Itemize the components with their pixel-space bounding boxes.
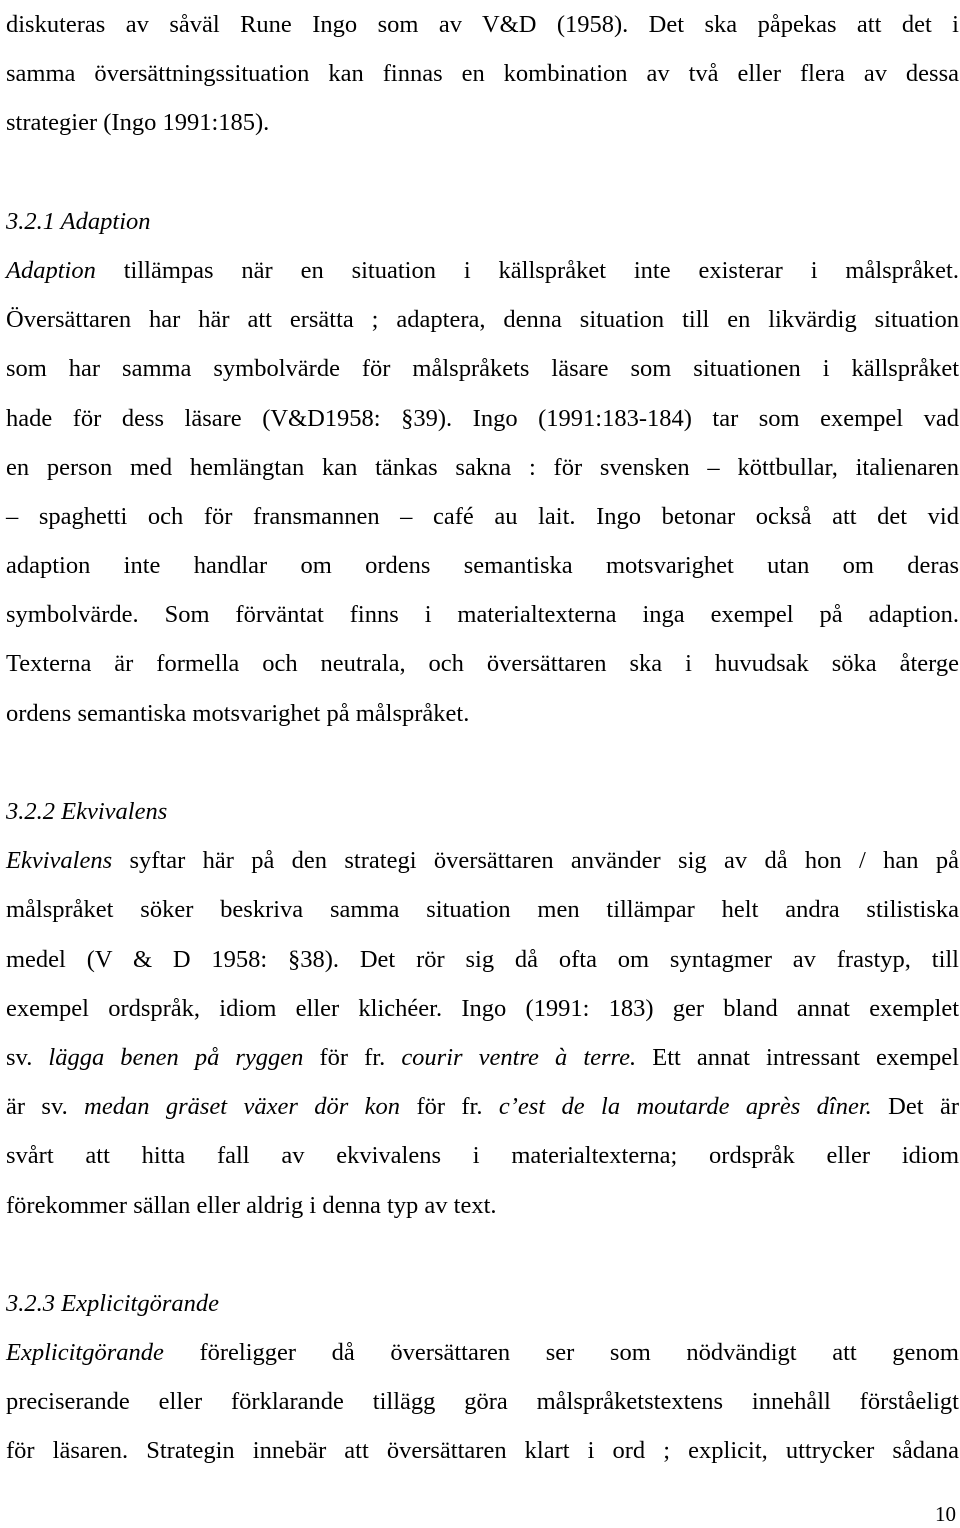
text-line: förekommer sällan eller aldrig i denna typ av text. <box>6 1191 497 1219</box>
text-line <box>6 1328 959 1377</box>
text-line <box>6 1033 959 1082</box>
text-run: sv. <box>6 1043 49 1071</box>
section-heading: 3.2.3 Explicitgörande <box>6 1289 219 1317</box>
text-line: samma översättningssituation kan finnas en kombination av två eller flera av dessa <box>6 60 959 88</box>
text-run: tillämpas när en situation i källspråket inte existerar i målspråket. <box>95 256 959 284</box>
text-line: en person med hemlängtan kan tänkas sakna : för svensken – köttbullar, italienaren <box>6 453 959 481</box>
text-run: syftar här på den strategi översättaren använder sig av då hon / han på <box>112 847 959 875</box>
section-heading: 3.2.2 Ekvivalens <box>6 798 168 825</box>
swedish-example: medan gräset växer dör kon <box>84 1093 401 1121</box>
text-line: som har samma symbolvärde för målspråkets läsare som situationen i källspråket <box>6 355 959 383</box>
paragraph-gap <box>6 738 959 787</box>
text-line: Översättaren har här att ersätta ; adaptera, denna situation till en likvärdig situation <box>6 306 959 334</box>
paragraph-gap <box>6 1230 959 1279</box>
text-line: Texterna är formella och neutrala, och översättaren ska i huvudsak söka återge <box>6 650 959 678</box>
text-line: preciserande eller förklarande tillägg göra målspråketstextens innehåll förståeligt <box>6 1388 959 1416</box>
section-adaption <box>6 197 959 738</box>
text-line <box>6 836 959 885</box>
term: Explicitgörande <box>6 1339 164 1367</box>
text-run: hade för dess läsare (V&D1958: <box>6 404 402 432</box>
section-ekvivalens <box>6 787 959 1230</box>
swedish-example: lägga benen på ryggen <box>48 1043 304 1071</box>
text-line: exempel ordspråk, idiom eller klichéer. Ingo (1991: 183) ger bland annat exemplet <box>6 994 959 1022</box>
text-run: för fr. <box>400 1093 499 1121</box>
text-run: är sv. <box>6 1093 85 1121</box>
section-sign: § <box>401 404 414 432</box>
text-run: medel (V & D 1958: <box>6 945 288 973</box>
text-line: – spaghetti och för fransmannen – café au lait. Ingo betonar också att det vid <box>6 502 959 530</box>
text-line: målspråket söker beskriva samma situation men tillämpar helt andra stilistiska <box>6 896 959 924</box>
intro-paragraph <box>6 0 959 148</box>
text-line: diskuteras av såväl Rune Ingo som av V&D (1958). Det ska påpekas att det i <box>6 11 959 38</box>
french-example: c’est de la moutarde après dîner. <box>498 1093 872 1121</box>
paragraph-gap <box>6 148 959 197</box>
text-run: 39). Ingo (1991:183-184) tar som exempel vad <box>413 404 959 432</box>
document-page <box>6 0 959 1476</box>
french-example: courir ventre à terre. <box>401 1043 637 1071</box>
term: Adaption <box>6 256 96 284</box>
text-line <box>6 935 959 984</box>
text-run: 38). Det rör sig då ofta om syntagmer av frastyp, till <box>300 945 959 973</box>
term: Ekvivalens <box>6 847 113 875</box>
text-line: ordens semantiska motsvarighet på målspråket. <box>6 699 470 727</box>
text-line <box>6 394 959 443</box>
text-line: strategier (Ingo 1991:185). <box>6 109 270 137</box>
text-line: för läsaren. Strategin innebär att översättaren klart i ord ; explicit, uttrycker sådana <box>6 1437 959 1465</box>
text-run: för fr. <box>303 1043 402 1071</box>
section-sign: § <box>288 945 301 973</box>
page-number: 10 <box>935 1502 956 1526</box>
text-line <box>6 1082 959 1131</box>
text-line: adaption inte handlar om ordens semantiska motsvarighet utan om deras <box>6 552 959 580</box>
section-heading: 3.2.1 Adaption <box>6 207 151 235</box>
text-line: symbolvärde. Som förväntat finns i materialtexterna inga exempel på adaption. <box>6 601 959 629</box>
text-run: Ett annat intressant exempel <box>636 1043 959 1071</box>
text-run: föreligger då översättaren ser som nödvändigt att genom <box>163 1339 959 1367</box>
text-line: svårt att hitta fall av ekvivalens i materialtexterna; ordspråk eller idiom <box>6 1142 959 1170</box>
text-line <box>6 246 959 295</box>
text-run: Det är <box>871 1093 959 1121</box>
section-explicitgorande <box>6 1279 959 1476</box>
